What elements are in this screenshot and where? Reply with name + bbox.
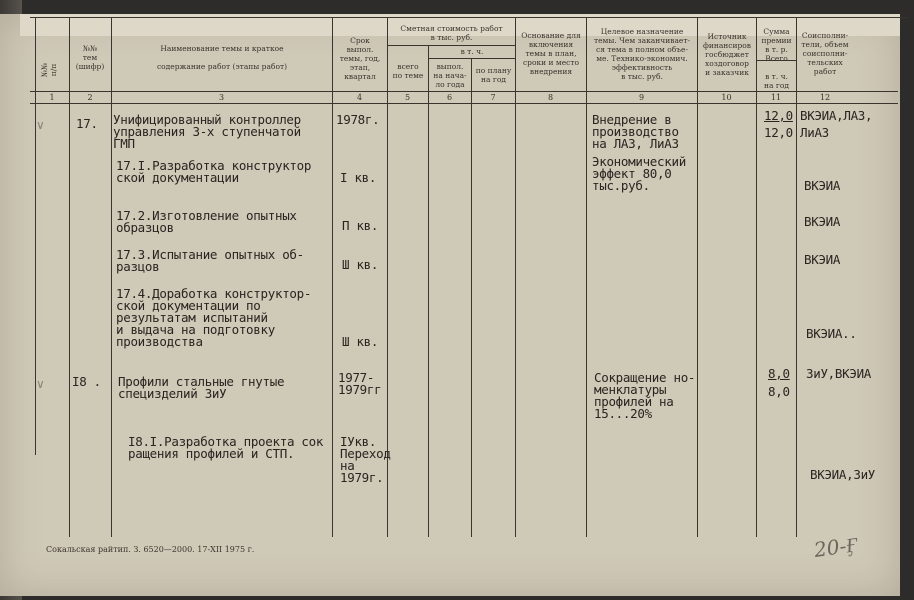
header-col12: Соисполни- тели, объем соисполни- тельских работ xyxy=(801,31,849,76)
colnum-10: 10 xyxy=(721,93,732,102)
row-18-1-title: I8.I.Разработка проекта сок ращения профилей и СТП. xyxy=(128,434,324,461)
row-17-1-coexec: ВКЭИА xyxy=(804,178,841,193)
header-cost-group: Сметная стоимость работ в тыс. руб. xyxy=(400,24,503,42)
colnum-6: 6 xyxy=(446,93,453,102)
row-17-1-term: I кв. xyxy=(340,170,377,185)
row-17-3-term: Ш кв. xyxy=(342,257,379,272)
header-col8: Основание для включения темы в план, сроки и место внедрения xyxy=(521,31,581,76)
colnum-bottom-rule xyxy=(30,103,898,104)
row-17-4-term: Ш кв. xyxy=(342,334,379,349)
header-col7: по плану на год xyxy=(475,66,512,84)
row-17-4-title: 17.4.Доработка конструктор- ской документации по результатам испытаний и выдача на подготовку производства xyxy=(116,286,312,349)
check-mark: ∨ xyxy=(36,377,45,391)
printer-imprint: Сокальская райтип. З. 6520—2000. 17-XII 1975 г. xyxy=(46,545,255,554)
row-18-title: Профили стальные гнутые специзделий ЗиУ xyxy=(118,374,285,401)
row-17-3-coexec: ВКЭИА xyxy=(804,252,841,267)
header-col5: всего по теме xyxy=(392,62,424,80)
row-17-number: 17. xyxy=(76,116,98,131)
header-col6: выпол. на нача- ло года xyxy=(433,62,467,89)
row-18-coexec: ЗиУ,ВКЭИА xyxy=(806,366,872,381)
row-17-2-coexec: ВКЭИА xyxy=(804,214,841,229)
header-col11: Сумма премии в т. р. Всего в т. ч. на год xyxy=(761,27,792,90)
colnum-4: 4 xyxy=(356,93,363,102)
row-18-number: I8 . xyxy=(72,374,101,389)
colnum-7: 7 xyxy=(490,93,496,102)
row-17-prize-year: 12,0 xyxy=(764,125,793,140)
row-17-coexec-1: ВКЭИА,ЛАЗ, xyxy=(800,108,873,123)
header-top-rule xyxy=(30,17,908,18)
row-17-2-term: П кв. xyxy=(342,218,379,233)
header-incl-sub: в т. ч. xyxy=(460,47,484,56)
colnum-12: 12 xyxy=(819,93,831,102)
colnum-3: 3 xyxy=(218,93,225,102)
row-18-1-coexec: ВКЭИА,ЗиУ xyxy=(810,467,876,482)
handwritten-note: 20-Ӻ xyxy=(812,532,859,562)
header-bottom-rule xyxy=(30,91,898,92)
header-col1: №№ п/п xyxy=(40,62,58,78)
row-17-purpose: Внедрение в производство на ЛАЗ, ЛиАЗ xyxy=(592,112,679,151)
row-18-term: 1977- 1979гг xyxy=(338,370,382,397)
header-col2: №№ тем (шифр) xyxy=(75,44,105,71)
row-17-2-title: 17.2.Изготовление опытных образцов xyxy=(116,208,297,235)
row-18-prize-total: 8,0 xyxy=(768,366,790,381)
header-col9: Целевое назначение темы. Чем заканчивает- ся тема в полном объе- ме. Технико-экономич. эффективность в тыс. руб. xyxy=(593,27,691,81)
colnum-8: 8 xyxy=(547,93,554,102)
row-17-3-title: 17.3.Испытание опытных об- разцов xyxy=(116,247,304,274)
row-17-prize-total: 12,0 xyxy=(764,108,793,123)
row-17-4-coexec: ВКЭИА.. xyxy=(806,326,857,341)
colnum-2: 2 xyxy=(87,93,93,102)
col-line-6 xyxy=(428,45,429,537)
colnum-1: 1 xyxy=(49,93,55,102)
colnum-9: 9 xyxy=(638,93,645,102)
colnum-5: 5 xyxy=(404,93,411,102)
row-17-1-title: 17.I.Разработка конструктор ской документации xyxy=(116,158,312,185)
header-col3: Наименование темы и краткое содержание работ (этапы работ) xyxy=(156,44,288,71)
subgroup-rule xyxy=(387,45,515,46)
row-17-term: 1978г. xyxy=(336,112,380,127)
row-17-title: Унифицированный контроллер управления 3-х ступенчатой ГМП xyxy=(113,112,301,151)
check-mark: ∨ xyxy=(36,118,45,132)
colnum-11: 11 xyxy=(770,93,782,102)
header-col4: Срок выпол. темы, год, этап, квартал xyxy=(339,36,381,81)
row-18-purpose: Сокращение но- менклатуры профилей на 15...20% xyxy=(594,370,696,421)
row-18-1-term: IУкв. Переход на 1979г. xyxy=(340,434,391,485)
col-line-7 xyxy=(471,58,472,537)
header-col10: Источник финансиров госбюджет хоздоговор и заказчик xyxy=(702,32,752,77)
row-18-prize-year: 8,0 xyxy=(768,384,790,399)
row-17-coexec-2: ЛиАЗ xyxy=(800,125,829,140)
row-17-1-effect: Экономический эффект 80,0 тыс.руб. xyxy=(592,154,686,193)
